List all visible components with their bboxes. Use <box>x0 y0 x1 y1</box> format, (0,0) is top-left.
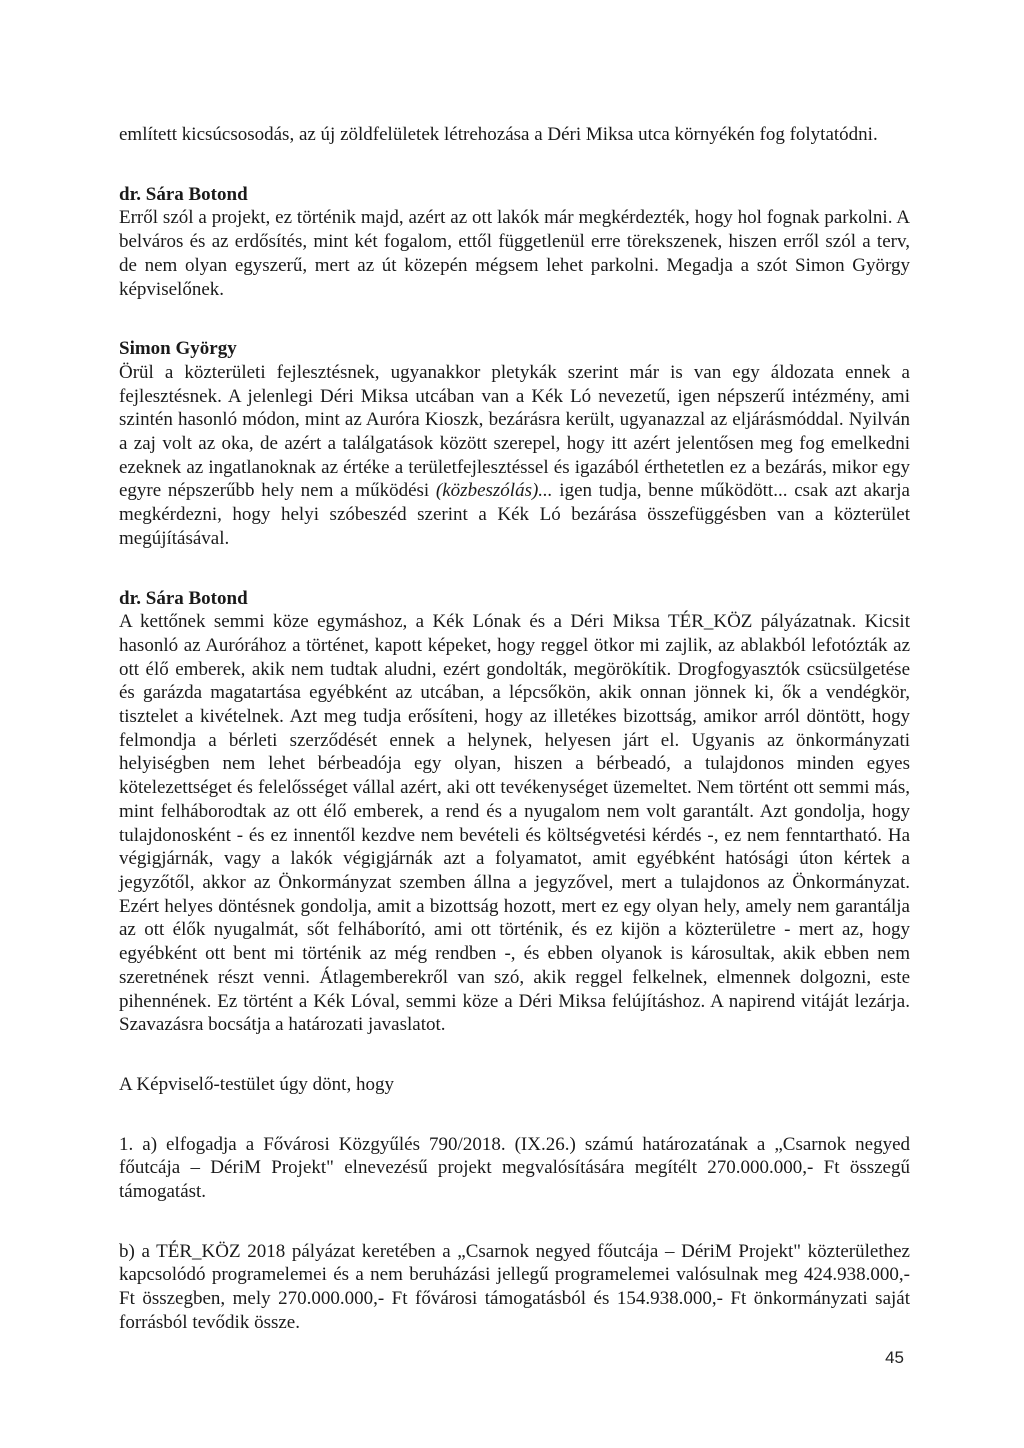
paragraph-speech: A kettőnek semmi köze egymáshoz, a Kék Lónak és a Déri Miksa TÉR_KÖZ pályázatnak. Kicsit hasonló az Aurórához a történet, kapott képeket, hogy reggel ötkor mi zajlik, az ablakból lefotózták az ott élő emberek, akik nem tudtak aludni, ezért gondolták, megörökítik. Drogfogyasztók csücsülgetése és garázda magatartása egyébként az utcában, a lépcsőkön, akik onnan jönnek ki, ők a vendégkör, tisztelet a kivételnek. Azt meg tudja erősíteni, hogy az illetékes bizottság, amikor arról döntött, hogy felmondja a bérleti szerződését ennek a helynek, helyesen járt el. Ugyanis az önkormányzati helyiségben nem lehet bérbeadója egy olyan, hiszen a bérbeadó, a tulajdonos minden egyes kötelezettséget és felelősséget vállal azért, aki ott tevékenységet üzemeltet. Nem történt ott semmi más, mint felháborodtak az ott élő emberek, a rend és a nyugalom nem volt garantált. Azt gondolja, hogy tulajdonosként - és ez innentől kezdve nem bevételi és költségvetési kérdés -, ez nem fenntartható. Ha végigjárnák, vagy a lakók végigjárnák azt a folyamatot, amit egyébként hatósági úton kértek a jegyzőtől, akkor az Önkormányzat szemben állna a jegyzővel, mert a tulajdonos az Önkormányzat. Ezért helyes döntésnek gondolja, amit a bizottság hozott, mert ez egy olyan hely, amely nem garantálja az ott élők nyugalmát, sőt felháborító, ami ott történik, és ez kijön a közterületre - mert az, hogy egyébként ott bent mi történik az még rendben -, és ebben olyanok is károsultak, akik ebben nem szeretnének részt venni. Átlagemberekről van szó, akik reggel felkelnek, elmennek dolgozni, este pihennének. Ez történt a Kék Lóval, semmi köze a Déri Miksa felújításhoz. A napirend vitáját lezárja. Szavazásra bocsátja a határozati javaslatot. <box>119 611 910 1036</box>
speaker-name: dr. Sára Botond <box>119 587 248 609</box>
paragraph-decision-item: b) a TÉR_KÖZ 2018 pályázat keretében a „Csarnok negyed főutcája – DériM Projekt" közterülethez kapcsolódó programelemei és a nem beruházási jellegű programelemei valósulnak meg 424.938.000,- Ft összegben, mely 270.000.000,- Ft fővárosi támogatásból és 154.938.000,- Ft önkormányzati saját forrásból tevődik össze. <box>119 1240 910 1333</box>
paragraph-decision-item: 1. a) elfogadja a Fővárosi Közgyűlés 790/2018. (IX.26.) számú határozatának a „Csarnok negyed főutcája – DériM Projekt" elnevezésű projekt megvalósítására megítélt 270.000.000,- Ft összegű támogatást. <box>119 1133 910 1203</box>
interjection-note: (közbeszólás)... <box>435 480 553 502</box>
paragraph-intro: említett kicsúcsosodás, az új zöldfelületek létrehozása a Déri Miksa utca környékén fog folytatódni. <box>119 124 878 145</box>
paragraph-speech <box>119 361 910 551</box>
speaker-name: dr. Sára Botond <box>119 183 248 205</box>
paragraph-decision-intro: A Képviselő-testület úgy dönt, hogy <box>119 1073 394 1095</box>
speaker-name: Simon György <box>119 338 237 360</box>
paragraph-speech: Erről szól a projekt, ez történik majd, azért az ott lakók már megkérdezték, hogy hol fognak parkolni. A belváros és az erdősítés, mint két fogalom, ettől függetlenül erre törekszenek, hiszen erről szól a terv, de nem olyan egyszerű, mert az út közepén mégsem lehet parkolni. Megadja a szót Simon György képviselőnek. <box>119 207 910 300</box>
speech-text: igen tudja, benne működött... csak azt akarja megkérdezni, hogy helyi szóbeszéd szerint a Kék Ló bezárása összefüggésben van a közterület megújításával. <box>119 480 910 549</box>
page-number: 45 <box>885 1348 904 1367</box>
speech-text: Örül a közterületi fejlesztésnek, ugyanakkor pletykák szerint már is van egy áldozata ennek a fejlesztésnek. A jelenlegi Déri Miksa utcában van a Kék Ló nevezetű, igen népszerű intézmény, ami szintén hasonló módon, mint az Auróra Kioszk, bezárásra került, ugyanazzal az eljárásmóddal. Nyilván a zaj volt az oka, de azért a találgatások között szerepel, hogy itt azért jelentősen meg fog emelkedni ezeknek az ingatlanoknak az értéke a területfejlesztéssel és igazából érthetetlen ez a bezárás, mikor egy egyre népszerűbb hely nem a működési <box>119 361 910 502</box>
